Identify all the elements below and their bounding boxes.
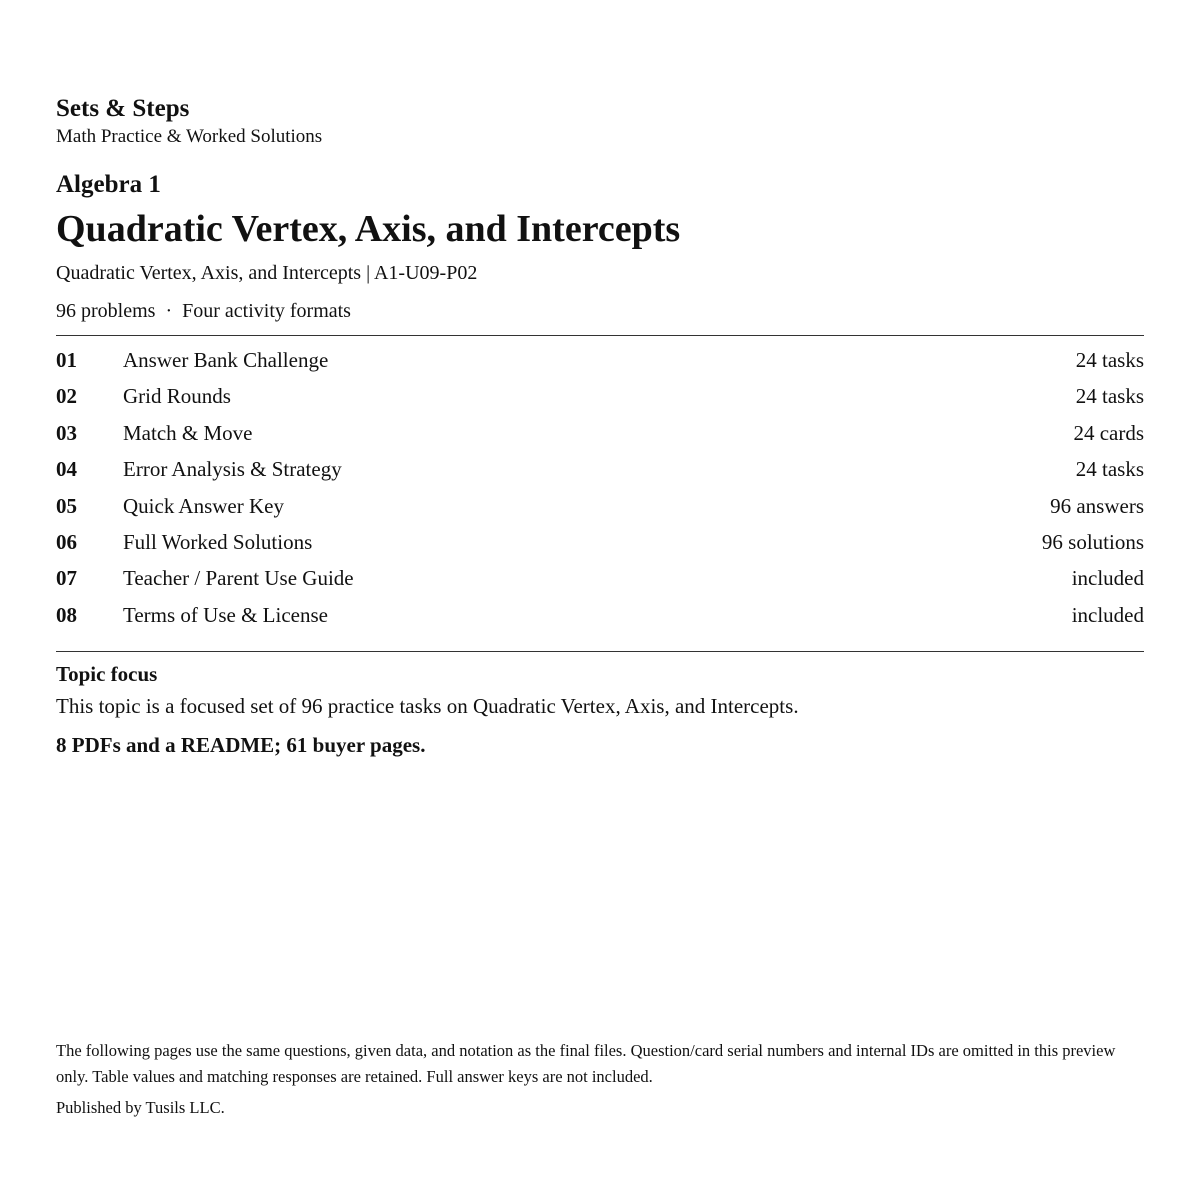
contents-number: 03	[56, 420, 77, 445]
contents-label: Grid Rounds	[123, 384, 231, 409]
product-meta	[56, 299, 351, 323]
contents-number: 01	[56, 348, 77, 372]
contents-number: 04	[56, 457, 77, 482]
contents-count: 24 tasks	[1075, 384, 1144, 409]
contents-row	[56, 378, 1144, 414]
course-name: Algebra 1	[56, 171, 161, 198]
page-title: Quadratic Vertex, Axis, and Intercepts	[56, 208, 681, 250]
contents-list	[56, 342, 1144, 633]
publisher-line: Published by Tusils LLC.	[56, 1098, 225, 1117]
preview-notice: The following pages use the same questions, given data, and notation as the final files. Question/card serial numbers and internal IDs are omitted in this preview only. Table values and matching responses are retained. Full answer keys are not included.	[56, 1041, 1116, 1086]
activity-formats: Four activity formats	[182, 300, 351, 322]
contents-count: included	[1071, 602, 1144, 627]
topic-focus-heading: Topic focus	[56, 662, 158, 686]
contents-number: 08	[56, 602, 77, 627]
contents-label: Error Analysis & Strategy	[123, 457, 342, 482]
brand-subtitle: Math Practice & Worked Solutions	[56, 126, 323, 147]
contents-number: 06	[56, 529, 77, 554]
contents-count: 96 solutions	[1041, 529, 1144, 554]
contents-count: 96 answers	[1050, 493, 1144, 518]
contents-number: 05	[56, 493, 77, 518]
brand-name: Sets & Steps	[56, 95, 190, 122]
contents-count: 24 tasks	[1075, 348, 1144, 372]
contents-label: Full Worked Solutions	[123, 529, 313, 554]
contents-number: 07	[56, 566, 77, 591]
contents-label: Answer Bank Challenge	[123, 348, 329, 372]
topic-focus-text: This topic is a focused set of 96 practice tasks on Quadratic Vertex, Axis, and Intercepts.	[56, 694, 799, 718]
product-code-line: Quadratic Vertex, Axis, and Intercepts | A1-U09-P02	[56, 262, 478, 284]
contents-label: Terms of Use & License	[123, 602, 328, 627]
contents-count: 24 cards	[1073, 420, 1144, 445]
contents-top-divider	[56, 335, 1144, 336]
contents-row	[56, 524, 1144, 560]
contents-row	[56, 597, 1144, 633]
contents-bottom-divider	[56, 651, 1144, 652]
contents-label: Match & Move	[123, 420, 253, 445]
contents-label: Teacher / Parent Use Guide	[123, 566, 354, 591]
contents-row	[56, 415, 1144, 451]
contents-number: 02	[56, 384, 77, 409]
contents-row	[56, 342, 1144, 378]
meta-separator: ·	[165, 300, 173, 322]
contents-row	[56, 488, 1144, 524]
contents-row	[56, 560, 1144, 596]
contents-label: Quick Answer Key	[123, 493, 284, 518]
contents-count: 24 tasks	[1075, 457, 1144, 482]
contents-row	[56, 451, 1144, 487]
contents-count: included	[1071, 566, 1144, 591]
preview-page	[56, 0, 1144, 1200]
file-summary: 8 PDFs and a README; 61 buyer pages.	[56, 733, 426, 757]
problem-count: 96 problems	[56, 300, 156, 322]
